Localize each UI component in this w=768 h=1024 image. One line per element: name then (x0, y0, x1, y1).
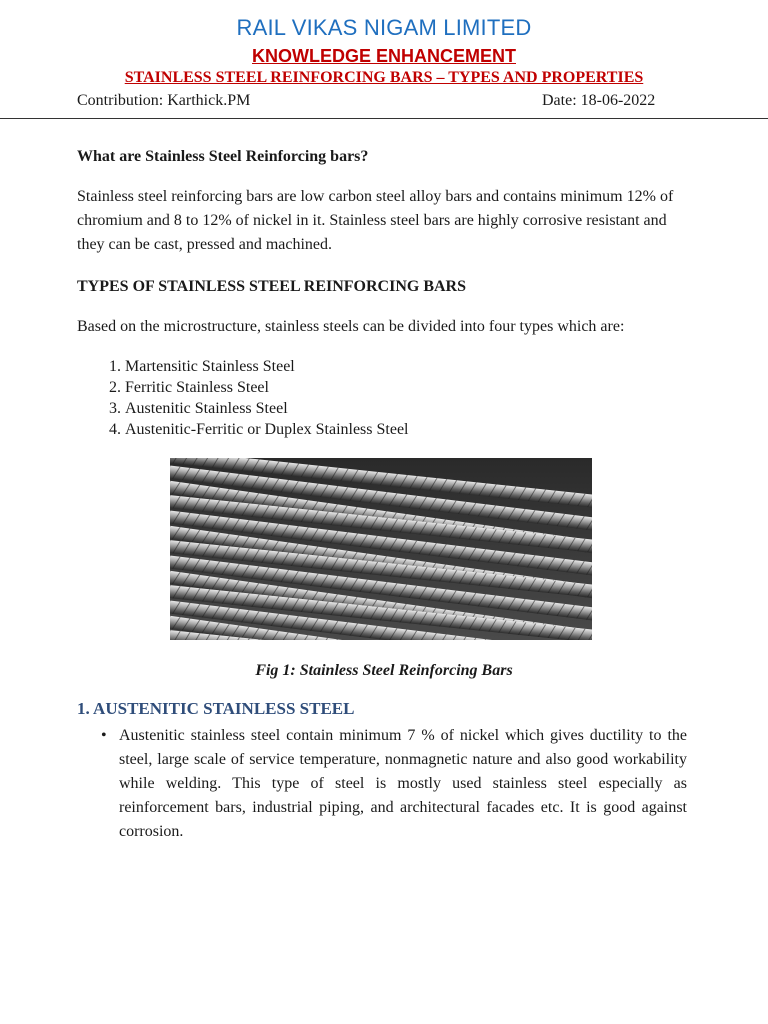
list-label: Austenitic Stainless Steel (125, 400, 288, 417)
date-text: Date: 18-06-2022 (542, 92, 656, 109)
austenitic-heading: 1. AUSTENITIC STAINLESS STEEL (77, 699, 355, 718)
intro-paragraph: Stainless steel reinforcing bars are low carbon steel alloy bars and contains minimum 12% of chromium and 8 to 12% of nickel in it. Stainless steel bars are highly corrosive resistant and they can be cast, pressed and machined. (77, 188, 674, 253)
list-item (77, 377, 409, 398)
list-number: 2. (109, 379, 121, 396)
austenitic-bullet (77, 724, 687, 844)
list-number: 1. (109, 358, 121, 375)
list-item (77, 398, 409, 419)
question-heading: What are Stainless Steel Reinforcing bars? (77, 148, 369, 165)
list-label: Martensitic Stainless Steel (125, 358, 295, 375)
list-label: Austenitic-Ferritic or Duplex Stainless Steel (125, 421, 409, 438)
types-heading: TYPES OF STAINLESS STEEL REINFORCING BARS (77, 278, 466, 295)
figure-caption: Fig 1: Stainless Steel Reinforcing Bars (255, 662, 513, 679)
austenitic-text: Austenitic stainless steel contain minimum 7 % of nickel which gives ductility to the steel, large scale of service temperature, nonmagnetic nature and also good workability while welding. This type of steel is mostly used stainless steel especially as reinforcement bars, industrial piping, and architectural facades etc. It is good against corrosion. (119, 727, 687, 840)
list-number: 3. (109, 400, 121, 417)
contribution-text: Contribution: Karthick.PM (77, 92, 251, 109)
types-list (77, 356, 409, 440)
list-label: Ferritic Stainless Steel (125, 379, 269, 396)
section-heading: KNOWLEDGE ENHANCEMENT (252, 46, 516, 66)
header-divider (0, 118, 768, 119)
list-item (77, 419, 409, 440)
bullet-icon: • (101, 727, 107, 744)
list-item (77, 356, 409, 377)
rebar-photo (170, 458, 592, 640)
types-intro-text: Based on the microstructure, stainless steels can be divided into four types which are: (77, 318, 625, 335)
list-number: 4. (109, 421, 121, 438)
organization-name: RAIL VIKAS NIGAM LIMITED (236, 15, 532, 40)
document-title: STAINLESS STEEL REINFORCING BARS – TYPES AND PROPERTIES (124, 69, 644, 86)
